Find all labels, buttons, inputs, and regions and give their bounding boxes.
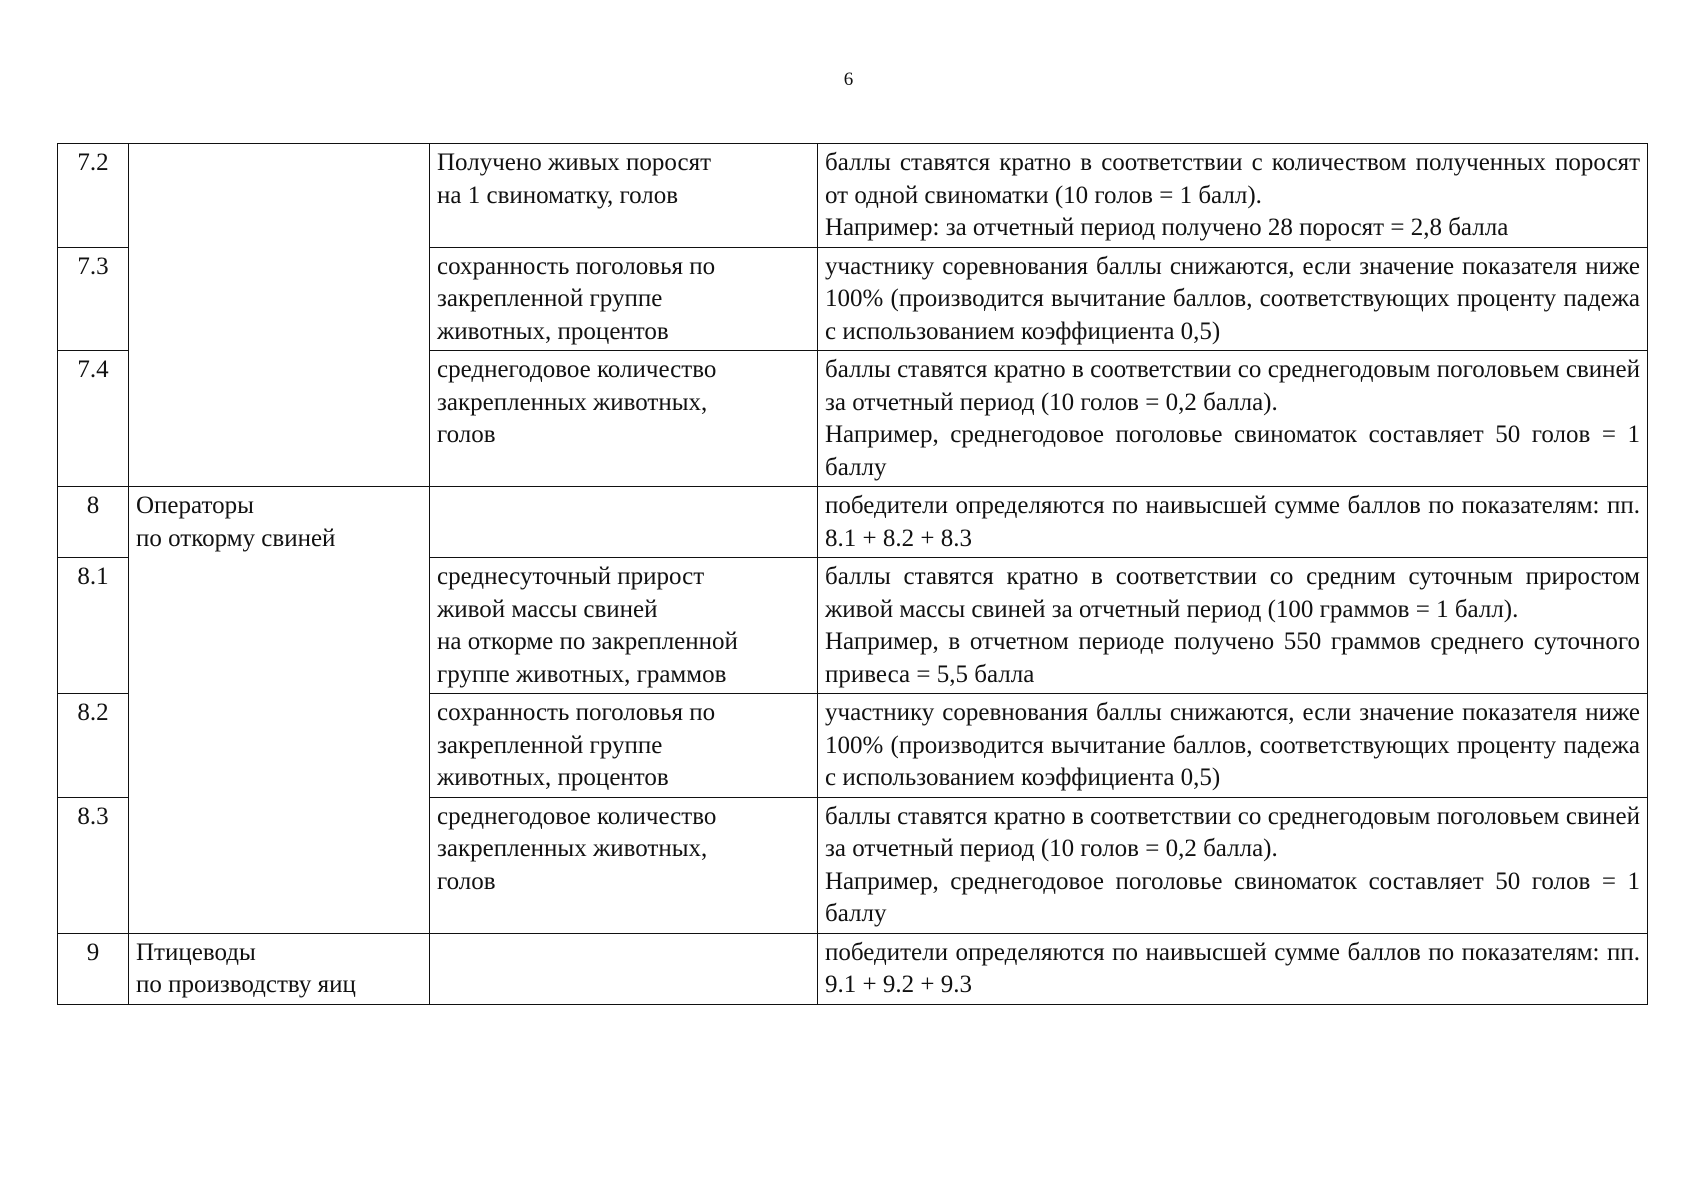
description-cell: [818, 144, 1648, 248]
role-line: по производству яиц: [136, 971, 356, 998]
indicator-line: закрепленных животных,: [437, 388, 708, 416]
indicator-cell-empty: [430, 487, 818, 558]
table-row: [58, 933, 1648, 1004]
description-paragraph: баллы ставятся кратно в соответствии со среднегодовым поголовьем свиней за отчетный период (10 голов = 0,2 балла).: [825, 356, 1640, 416]
role-cell-empty: [129, 144, 430, 487]
description-cell: [818, 351, 1648, 487]
table-row: [58, 144, 1648, 248]
indicator-line: голов: [437, 421, 496, 448]
description-cell: [818, 487, 1648, 558]
description-paragraph: участнику соревнования баллы снижаются, если значение показателя ниже 100% (производится вычитание баллов, соответствующих проценту падежа с использованием коэффициента 0,5): [825, 699, 1640, 791]
description-cell: [818, 558, 1648, 694]
indicator-line: Получено живых поросят: [437, 149, 712, 176]
indicator-cell: [430, 247, 818, 351]
description-paragraph: Например, среднегодовое поголовье свиноматок составляет 50 голов = 1 баллу: [825, 867, 1640, 927]
role-line: Птицеводы: [136, 938, 256, 966]
row-number: 9: [58, 933, 129, 1004]
description-paragraph: победители определяются по наивысшей сумме баллов по показателям: пп. 9.1 + 9.2 + 9.3: [825, 938, 1640, 998]
description-cell: [818, 797, 1648, 933]
criteria-table-body: [58, 144, 1648, 1005]
role-cell: [129, 487, 430, 934]
page-number: 6: [843, 69, 854, 90]
row-number: 8.2: [58, 694, 129, 798]
indicator-line: животных, процентов: [437, 764, 669, 791]
row-number: 7.3: [58, 247, 129, 351]
row-number: 8.1: [58, 558, 129, 694]
indicator-line: сохранность поголовья по: [437, 699, 716, 726]
row-number: 8.3: [58, 797, 129, 933]
description-cell: [818, 933, 1648, 1004]
role-line: по откорму свиней: [136, 524, 336, 552]
indicator-cell: [430, 351, 818, 487]
row-number: 8: [58, 487, 129, 558]
indicator-line: голов: [437, 867, 496, 895]
indicator-line: животных, процентов: [437, 317, 669, 345]
indicator-cell-empty: [430, 933, 818, 1004]
criteria-table: [57, 143, 1648, 1005]
indicator-cell: [430, 558, 818, 694]
indicator-cell: [430, 797, 818, 933]
description-paragraph: участнику соревнования баллы снижаются, если значение показателя ниже 100% (производится вычитание баллов, соответствующих проценту падежа с использованием коэффициента 0,5): [825, 252, 1640, 345]
row-number: 7.2: [58, 144, 129, 248]
description-paragraph: баллы ставятся кратно в соответствии со средним суточным приростом живой массы свиней за отчетный период (100 граммов = 1 балл).: [825, 563, 1640, 623]
role-line: Операторы: [136, 492, 254, 519]
indicator-line: сохранность поголовья по: [437, 252, 716, 280]
indicator-line: живой массы свиней: [437, 595, 658, 623]
description-paragraph: Например, среднегодовое поголовье свиноматок составляет 50 голов = 1 баллу: [825, 421, 1640, 481]
description-paragraph: Например: за отчетный период получено 28 поросят = 2,8 балла: [825, 214, 1509, 241]
indicator-line: на откорме по закрепленной: [437, 628, 738, 655]
indicator-line: группе животных, граммов: [437, 660, 727, 688]
indicator-line: закрепленных животных,: [437, 835, 708, 862]
table-row: [58, 487, 1648, 558]
indicator-line: среднесуточный прирост: [437, 563, 705, 590]
indicator-line: закрепленной группе: [437, 731, 663, 759]
indicator-line: среднегодовое количество: [437, 802, 717, 830]
description-paragraph: баллы ставятся кратно в соответствии с количеством полученных поросят от одной свиноматки (10 голов = 1 балл).: [825, 149, 1640, 209]
indicator-line: закрепленной группе: [437, 285, 663, 312]
description-cell: [818, 694, 1648, 798]
row-number: 7.4: [58, 351, 129, 487]
indicator-line: на 1 свиноматку, голов: [437, 181, 679, 209]
description-paragraph: баллы ставятся кратно в соответствии со среднегодовым поголовьем свиней за отчетный период (10 голов = 0,2 балла).: [825, 802, 1640, 862]
role-cell: [129, 933, 430, 1004]
description-cell: [818, 247, 1648, 351]
indicator-cell: [430, 144, 818, 248]
description-paragraph: Например, в отчетном периоде получено 550 граммов среднего суточного привеса = 5,5 балла: [825, 628, 1640, 688]
indicator-line: среднегодовое количество: [437, 356, 717, 383]
indicator-cell: [430, 694, 818, 798]
description-paragraph: победители определяются по наивысшей сумме баллов по показателям: пп. 8.1 + 8.2 + 8.3: [825, 492, 1640, 552]
